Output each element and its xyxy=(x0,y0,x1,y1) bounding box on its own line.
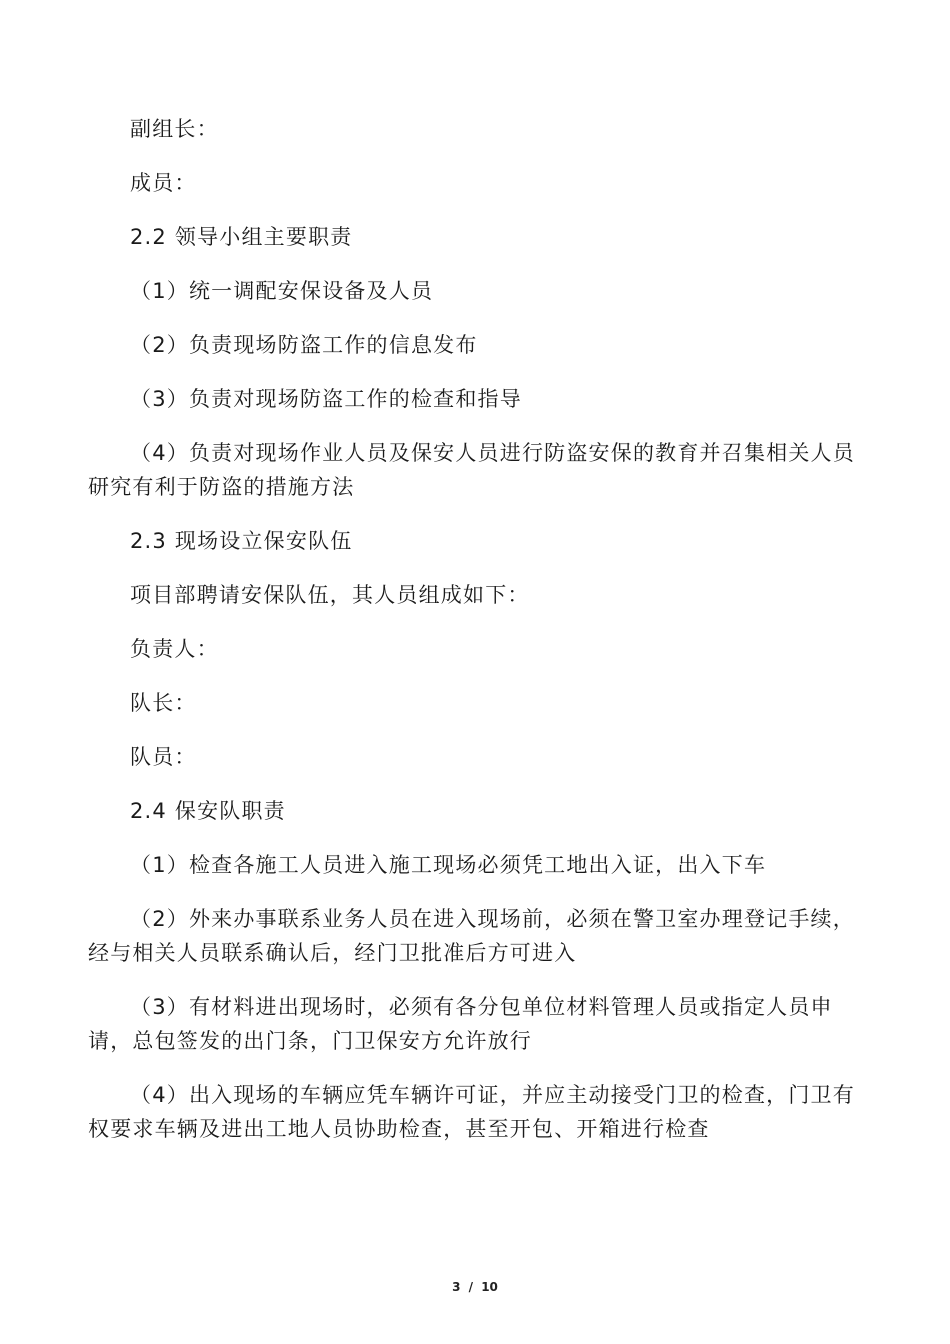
list-item: （3）有材料进出现场时，必须有各分包单位材料管理人员或指定人员申请，总包签发的出门条，门卫保安方允许放行 xyxy=(88,995,833,1053)
paragraph-vice-leader: 副组长： xyxy=(130,117,219,141)
section-heading-2-4: 2.4 保安队职责 xyxy=(130,799,286,823)
list-item: （2）负责现场防盗工作的信息发布 xyxy=(130,333,478,357)
current-page-number: 3 xyxy=(452,1280,461,1294)
list-item: （4）出入现场的车辆应凭车辆许可证，并应主动接受门卫的检查，门卫有权要求车辆及进出工地人员协助检查，甚至开包、开箱进行检查 xyxy=(88,1083,855,1141)
list-item: （3）负责对现场防盗工作的检查和指导 xyxy=(130,387,522,411)
paragraph-person-in-charge: 负责人： xyxy=(130,637,219,661)
page-number-footer xyxy=(0,1280,950,1294)
paragraph-captain: 队长： xyxy=(130,691,197,715)
list-item: （1）检查各施工人员进入施工现场必须凭工地出入证，出入下车 xyxy=(130,853,767,877)
list-item: （4）负责对现场作业人员及保安人员进行防盗安保的教育并召集相关人员研究有利于防盗的措施方法 xyxy=(88,441,855,499)
list-item: （1）统一调配安保设备及人员 xyxy=(130,279,434,303)
document-body xyxy=(88,112,860,1166)
paragraph-team-members: 队员： xyxy=(130,745,197,769)
paragraph-team-intro: 项目部聘请安保队伍，其人员组成如下： xyxy=(130,583,530,607)
page-separator: / xyxy=(468,1280,474,1294)
section-heading-2-2: 2.2 领导小组主要职责 xyxy=(130,225,353,249)
list-item: （2）外来办事联系业务人员在进入现场前，必须在警卫室办理登记手续，经与相关人员联系确认后，经门卫批准后方可进入 xyxy=(88,907,855,965)
section-heading-2-3: 2.3 现场设立保安队伍 xyxy=(130,529,353,553)
paragraph-members: 成员： xyxy=(130,171,197,195)
total-pages-number: 10 xyxy=(481,1280,498,1294)
